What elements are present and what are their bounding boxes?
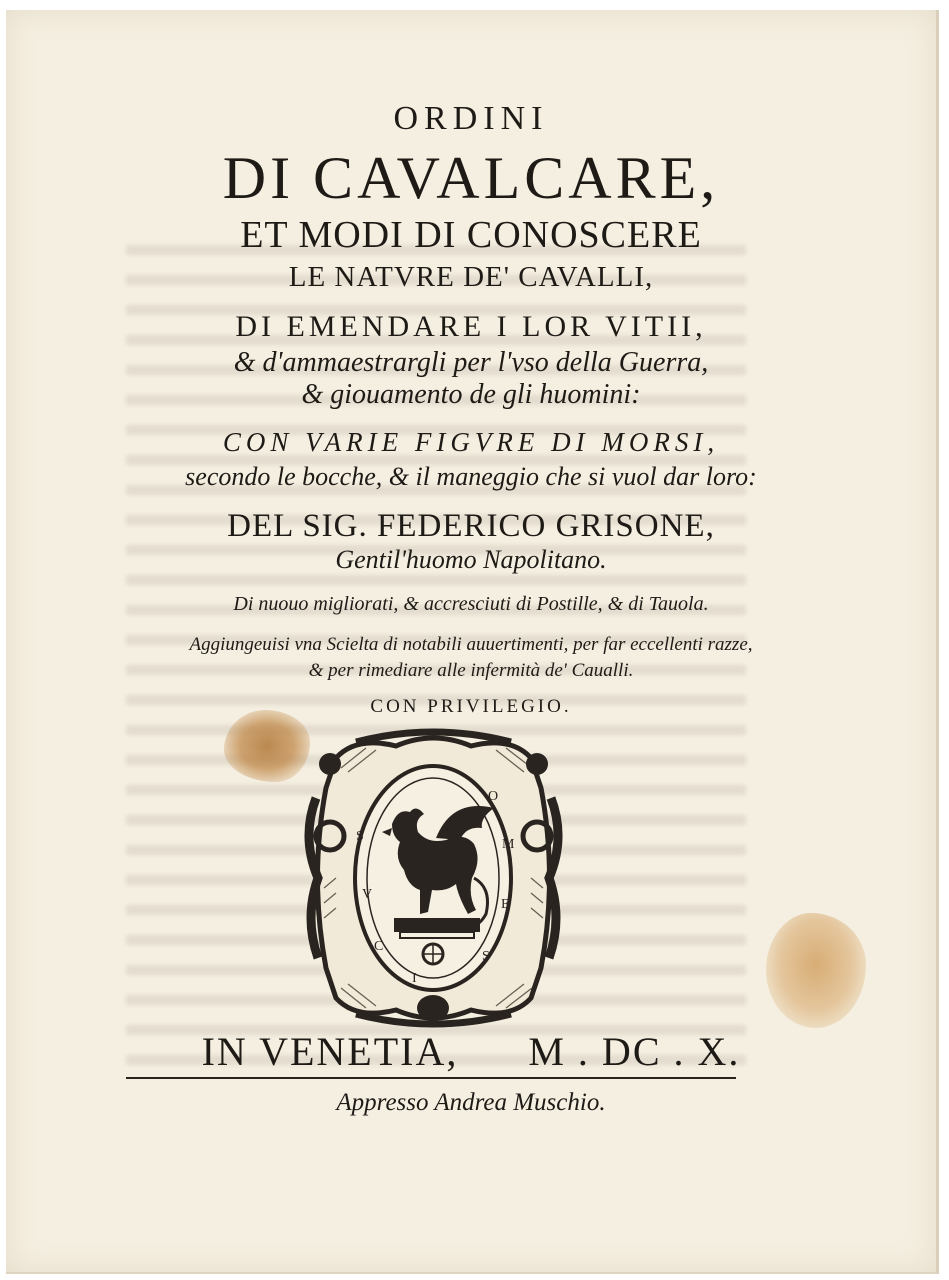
svg-text:S: S bbox=[482, 949, 490, 964]
svg-text:M: M bbox=[502, 837, 515, 852]
author-name: DEL SIG. FEDERICO GRISONE, bbox=[227, 508, 715, 544]
griffin-printers-mark-icon bbox=[296, 728, 571, 1028]
title-page bbox=[6, 10, 939, 1274]
svg-text:I: I bbox=[412, 971, 417, 986]
subtitle-secondo: secondo le bocche, & il maneggio che si vuol dar loro: bbox=[185, 462, 757, 491]
publisher-line: Appresso Andrea Muschio. bbox=[336, 1089, 606, 1116]
imprint-place: IN VENETIA, bbox=[201, 1029, 459, 1074]
addition-note-2: & per rimediare alle infermità de' Caualli. bbox=[308, 660, 634, 681]
subtitle-et-modi: ET MODI DI CONOSCERE bbox=[240, 214, 702, 256]
privilege-note: CON PRIVILEGIO. bbox=[370, 696, 572, 717]
foxing-stain bbox=[766, 913, 866, 1028]
title-ordini: ORDINI bbox=[393, 100, 549, 137]
imprint-rule bbox=[126, 1077, 736, 1079]
subtitle-nature: LE NATVRE DE' CAVALLI, bbox=[288, 261, 654, 293]
svg-text:O: O bbox=[488, 789, 499, 804]
edition-note: Di nuouo migliorati, & accresciuti di Postille, & di Tauola. bbox=[233, 593, 709, 615]
subtitle-emendare: DI EMENDARE I LOR VITII, bbox=[235, 310, 707, 343]
imprint-line bbox=[6, 1029, 936, 1074]
svg-text:V: V bbox=[362, 887, 373, 902]
svg-text:C: C bbox=[374, 939, 384, 954]
imprint-year: M . DC . X. bbox=[528, 1029, 741, 1074]
author-title: Gentil'huomo Napolitano. bbox=[335, 545, 607, 574]
svg-text:E: E bbox=[501, 897, 510, 912]
subtitle-figure-morsi: CON VARIE FIGVRE DI MORSI, bbox=[222, 427, 720, 457]
title-di-cavalcare: DI CAVALCARE, bbox=[222, 145, 720, 211]
svg-text:S: S bbox=[356, 829, 364, 844]
subtitle-ammaestrargli: & d'ammaestrargli per l'vso della Guerra, bbox=[233, 347, 709, 378]
addition-note-1: Aggiungeuisi vna Scielta di notabili auuertimenti, per far eccellenti razze, bbox=[189, 634, 753, 655]
subtitle-giouamento: & giouamento de gli huomini: bbox=[301, 379, 641, 410]
